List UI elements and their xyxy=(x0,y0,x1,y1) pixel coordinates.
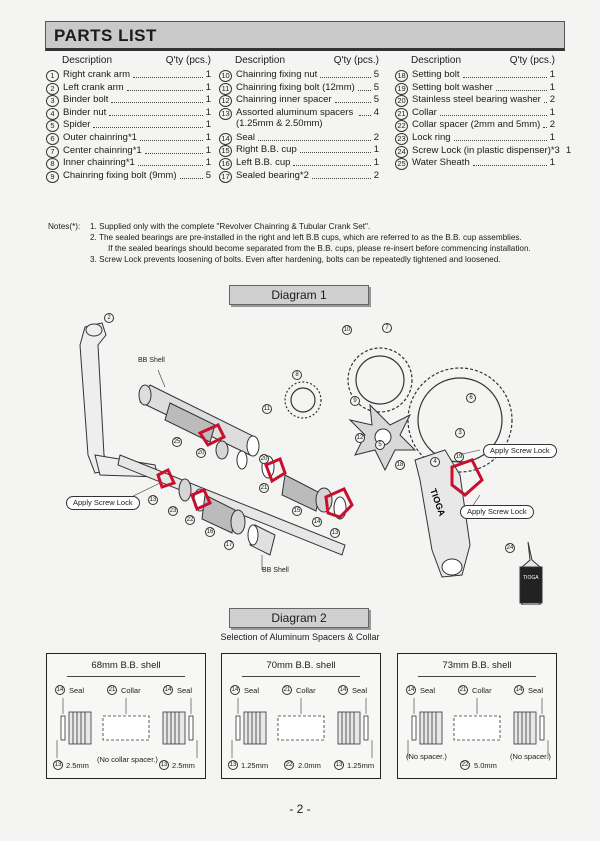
part-qty: 1 xyxy=(205,157,211,169)
part-row xyxy=(219,171,379,184)
collar-label: Collar xyxy=(472,686,492,695)
seal-right-label: Seal xyxy=(528,686,544,695)
part-qty: 1 xyxy=(549,81,555,93)
bottom-center-number: 22 xyxy=(285,762,293,768)
apply-screw-lock-right-bottom: Apply Screw Lock xyxy=(460,505,534,519)
part-number: 14 xyxy=(219,133,232,145)
leader-dots xyxy=(109,108,202,116)
diagram-1-title: Diagram 1 xyxy=(229,285,369,305)
crank-brand: TIOGA xyxy=(428,487,448,518)
bb-shell-top-label: BB Shell xyxy=(138,357,165,364)
seal-left-label: Seal xyxy=(420,686,436,695)
leader-dots xyxy=(93,120,202,128)
seal-right-number: 14 xyxy=(515,687,523,693)
part-name: Spider xyxy=(63,119,91,131)
bottom-right-number: 13 xyxy=(335,762,343,768)
bb-shell-bottom-illustration xyxy=(248,525,275,555)
note-1: 1. Supplied only with the complete "Revolver Chainring & Tubular Crank Set". xyxy=(90,222,371,231)
parts-list-header xyxy=(45,21,565,51)
part-name: Setting bolt xyxy=(412,69,460,80)
callout-14: 14 xyxy=(313,519,321,525)
notes-label: Notes(*): xyxy=(48,222,81,231)
callout-13a: 13 xyxy=(149,497,157,503)
part-name: Center chainring*1 xyxy=(63,144,142,156)
part-row xyxy=(219,95,379,108)
part-name: Screw Lock (in plastic dispenser)*3 xyxy=(412,144,560,156)
part-row xyxy=(219,158,379,171)
part-qty: 1 xyxy=(549,69,555,80)
collar-label: Collar xyxy=(296,686,316,695)
parts-column-2 xyxy=(219,56,379,183)
part-name: Collar xyxy=(412,106,437,118)
part-qty: 2 xyxy=(549,119,555,131)
callout-22: 22 xyxy=(186,517,194,523)
part-row xyxy=(46,70,211,83)
leader-dots xyxy=(140,133,203,141)
collar-number: 21 xyxy=(283,687,291,693)
shell-title-rule xyxy=(67,676,185,677)
apply-screw-lock-right-top: Apply Screw Lock xyxy=(483,444,557,458)
screw-lock-bottle xyxy=(520,542,542,605)
bottom-right-label: (No spacer.) xyxy=(510,752,551,761)
parts-column-3 xyxy=(395,55,572,171)
part-qty: 1 xyxy=(205,119,211,131)
part-name: Binder bolt xyxy=(63,94,109,106)
callout-10: 10 xyxy=(343,327,351,333)
part-number: 20 xyxy=(395,95,408,107)
part-qty: 1 xyxy=(549,106,555,118)
leader-dots xyxy=(358,83,371,91)
shell-assembly-illustration xyxy=(222,698,382,758)
leader-dots xyxy=(359,108,371,116)
leader-dots xyxy=(127,83,203,91)
part-number: 22 xyxy=(395,120,408,132)
column-header xyxy=(219,56,379,70)
header-title: PARTS LIST xyxy=(54,26,157,45)
part-number: 2 xyxy=(46,83,59,95)
leader-dots xyxy=(496,83,547,91)
bottle-label: TIOGA xyxy=(523,575,539,581)
part-qty: 1 xyxy=(549,157,555,169)
callout-15: 15 xyxy=(293,508,301,514)
part-name: Chainring fixing bolt (9mm) xyxy=(63,169,177,181)
shell-title-rule xyxy=(418,676,536,677)
part-qty: 4 xyxy=(373,106,379,118)
callout-6: 6 xyxy=(466,393,476,403)
part-name: Chainring fixing nut xyxy=(236,69,318,80)
bottom-right-label: 1.25mm xyxy=(347,761,375,770)
callout-13b: 13 xyxy=(331,530,339,536)
part-number: 17 xyxy=(219,171,232,183)
part-qty: 1 xyxy=(205,94,211,106)
shell-panel xyxy=(46,653,206,779)
column-header xyxy=(395,56,555,70)
part-name: Water Sheath xyxy=(412,157,470,169)
part-number: 5 xyxy=(46,120,59,132)
leader-dots xyxy=(320,70,370,78)
bottom-left-label: (No spacer.) xyxy=(406,752,447,761)
callout-8: 8 xyxy=(292,370,302,380)
part-number: 4 xyxy=(46,108,59,120)
shell-panel xyxy=(221,653,381,779)
part-qty: 1 xyxy=(373,156,379,168)
column-header xyxy=(46,56,211,70)
part-name: Assorted aluminum spacers (1.25mm & 2.50mm) xyxy=(236,106,354,129)
part-name: Chainring inner spacer xyxy=(236,94,332,106)
seal-right-label: Seal xyxy=(352,686,368,695)
part-qty: 5 xyxy=(205,169,211,181)
collar-label: Collar xyxy=(121,686,141,695)
part-qty: 1 xyxy=(205,131,211,143)
part-name: Binder nut xyxy=(63,106,107,118)
bb-shell-bottom-label: BB Shell xyxy=(262,567,289,574)
part-number: 19 xyxy=(395,83,408,95)
shell-title-rule xyxy=(242,676,360,677)
header-qty: Q'ty (pcs.) xyxy=(509,55,555,66)
callout-20b: 20 xyxy=(260,456,268,462)
diagram-2-subtitle: Selection of Aluminum Spacers & Collar xyxy=(220,632,380,642)
part-row xyxy=(395,133,555,146)
header-qty: Q'ty (pcs.) xyxy=(333,55,379,66)
callout-4: 4 xyxy=(430,457,440,467)
part-number: 18 xyxy=(395,70,408,82)
seal-right-number: 14 xyxy=(339,687,347,693)
leader-dots xyxy=(335,95,371,103)
bottom-left-number: 13 xyxy=(54,762,62,768)
bottom-center-label: (No collar spacer.) xyxy=(97,755,158,764)
part-name: Stainless steel bearing washer xyxy=(412,94,541,106)
part-row xyxy=(395,158,555,171)
seal-right-label: Seal xyxy=(177,686,193,695)
part-name: Chainring fixing bolt (12mm) xyxy=(236,81,355,93)
part-name: Right B.B. cup xyxy=(236,144,297,156)
leader-dots xyxy=(111,95,202,103)
part-qty: 2 xyxy=(373,169,379,181)
leader-dots xyxy=(133,70,203,78)
part-name: Collar spacer (2mm and 5mm) xyxy=(412,119,541,131)
diagram-2-title: Diagram 2 xyxy=(229,608,369,628)
part-qty: 1 xyxy=(205,69,211,80)
part-number: 21 xyxy=(395,108,408,120)
leader-dots xyxy=(463,70,547,78)
part-qty: 2 xyxy=(549,94,555,106)
part-number: 24 xyxy=(395,146,408,158)
callout-7: 7 xyxy=(382,323,392,333)
header-qty: Q'ty (pcs.) xyxy=(165,55,211,66)
leader-dots xyxy=(145,146,203,154)
apply-screw-lock-left: Apply Screw Lock xyxy=(66,496,140,510)
bottom-left-label: 1.25mm xyxy=(241,761,269,770)
part-row xyxy=(219,108,379,133)
bottom-left-number: 13 xyxy=(229,762,237,768)
shell-title: 73mm B.B. shell xyxy=(442,660,512,671)
part-name: Inner chainring*1 xyxy=(63,157,135,169)
callout-5: 5 xyxy=(375,440,385,450)
part-number: 12 xyxy=(219,95,232,107)
leader-dots xyxy=(440,108,547,116)
seal-right-number: 14 xyxy=(164,687,172,693)
callout-3: 3 xyxy=(455,428,465,438)
part-number: 25 xyxy=(395,158,408,170)
seal-left-label: Seal xyxy=(244,686,260,695)
chainrings xyxy=(285,348,512,472)
leader-dots xyxy=(293,158,370,166)
part-row xyxy=(46,95,211,108)
callout-23: 23 xyxy=(169,508,177,514)
leader-dots xyxy=(543,120,546,128)
part-qty: 1 xyxy=(373,144,379,156)
leader-dots xyxy=(180,171,203,179)
part-row xyxy=(46,133,211,146)
shell-title: 68mm B.B. shell xyxy=(91,660,161,671)
part-qty: 1 xyxy=(205,144,211,156)
bottom-center-number: 22 xyxy=(461,762,469,768)
shell-assembly-illustration xyxy=(398,698,558,758)
header-description: Description xyxy=(235,55,286,66)
leader-dots xyxy=(473,158,547,166)
part-name: Lock ring xyxy=(412,131,451,143)
header-description: Description xyxy=(411,55,462,66)
part-name: Outer chainring*1 xyxy=(63,131,137,143)
part-name: Right crank arm xyxy=(63,69,131,80)
bottom-center-label: 2.0mm xyxy=(298,761,321,770)
callout-12: 12 xyxy=(356,435,364,441)
parts-column-1 xyxy=(46,56,211,183)
leader-dots xyxy=(544,95,547,103)
collar-number: 21 xyxy=(108,687,116,693)
leader-dots xyxy=(454,133,547,141)
note-2: 2. The sealed bearings are pre-installed in the right and left B.B cups, which are referred to as the B.B. cup assemblies. xyxy=(90,233,522,242)
part-qty: 2 xyxy=(373,131,379,143)
part-row xyxy=(219,70,379,83)
part-qty: 5 xyxy=(373,69,379,80)
callout-16: 16 xyxy=(206,529,214,535)
bottom-right-label: 2.5mm xyxy=(172,761,195,770)
part-number: 6 xyxy=(46,133,59,145)
part-qty: 5 xyxy=(373,81,379,93)
part-name: Seal xyxy=(236,131,256,143)
part-row xyxy=(395,70,555,83)
part-number: 16 xyxy=(219,158,232,170)
callout-20a: 20 xyxy=(197,450,205,456)
leader-dots xyxy=(258,133,371,141)
part-number: 13 xyxy=(219,108,232,120)
part-name: Left B.B. cup xyxy=(236,156,291,168)
leader-dots xyxy=(312,171,371,179)
callout-25: 25 xyxy=(173,439,181,445)
shell-assembly-illustration xyxy=(47,698,207,758)
leader-dots xyxy=(300,145,371,153)
leader-dots xyxy=(138,158,203,166)
bottom-right-number: 13 xyxy=(160,762,168,768)
part-number: 15 xyxy=(219,145,232,157)
part-number: 11 xyxy=(219,83,232,95)
part-qty: 1 xyxy=(549,131,555,143)
part-number: 1 xyxy=(46,70,59,82)
callout-18: 18 xyxy=(396,462,404,468)
bb-shell-top-illustration xyxy=(139,385,259,456)
part-qty: 1 xyxy=(205,106,211,118)
part-qty: 5 xyxy=(373,94,379,106)
bottom-center-label: 5.0mm xyxy=(474,761,497,770)
shell-panel xyxy=(397,653,557,779)
seal-left-number: 14 xyxy=(56,687,64,693)
note-3: 3. Screw Lock prevents loosening of bolts. Even after hardening, bolts can be repeatedly tightened and loosened. xyxy=(90,255,501,264)
callout-17: 17 xyxy=(225,542,233,548)
part-qty: 1 xyxy=(205,81,211,93)
part-number: 10 xyxy=(219,70,232,82)
callout-19: 19 xyxy=(455,454,463,460)
seal-left-number: 14 xyxy=(407,687,415,693)
part-row xyxy=(46,171,211,184)
part-name: Left crank arm xyxy=(63,81,124,93)
seal-left-number: 14 xyxy=(231,687,239,693)
bottom-left-label: 2.5mm xyxy=(66,761,89,770)
callout-21: 21 xyxy=(260,485,268,491)
note-2-cont: If the sealed bearings should become separated from the B.B. cups, please re-insert before commencing installation. xyxy=(108,244,531,253)
part-name: Setting bolt washer xyxy=(412,81,493,93)
header-description: Description xyxy=(62,55,113,66)
part-qty: 1 xyxy=(565,144,572,156)
collar-number: 21 xyxy=(459,687,467,693)
callout-9: 9 xyxy=(350,396,360,406)
part-number: 9 xyxy=(46,171,59,183)
seal-left-label: Seal xyxy=(69,686,85,695)
part-number: 7 xyxy=(46,146,59,158)
part-number: 3 xyxy=(46,95,59,107)
part-row xyxy=(46,158,211,171)
shell-title: 70mm B.B. shell xyxy=(266,660,336,671)
part-name: Sealed bearing*2 xyxy=(236,169,309,181)
callout-2: 2 xyxy=(104,313,114,323)
callout-11: 11 xyxy=(263,406,271,412)
part-number: 8 xyxy=(46,158,59,170)
part-row xyxy=(395,95,555,108)
page-number: - 2 - xyxy=(289,802,311,816)
callout-24: 24 xyxy=(506,545,514,551)
part-number: 23 xyxy=(395,133,408,145)
